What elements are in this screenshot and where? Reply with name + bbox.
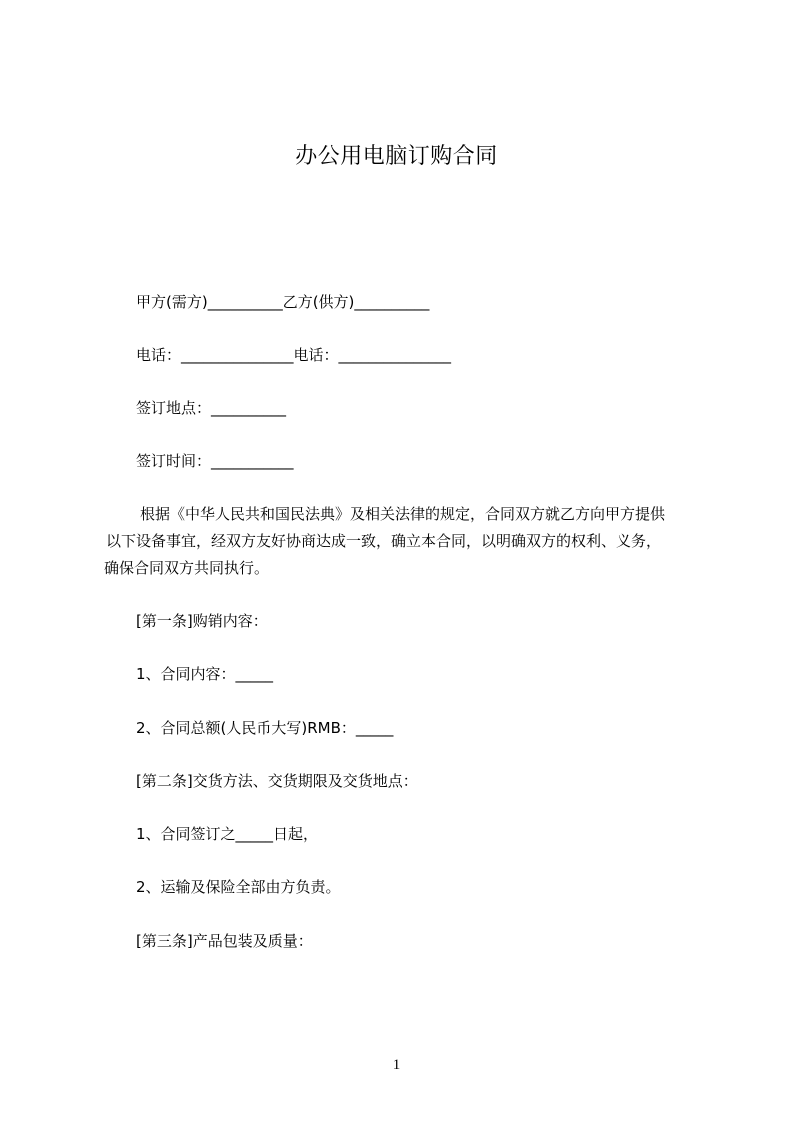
preamble-line-3: 确保合同双方共同执行。 — [104, 559, 270, 577]
document-title: 办公用电脑订购合同 — [295, 144, 498, 169]
phone-line: 电话：_______________电话：_______________ — [136, 346, 452, 364]
party-line: 甲方(需方)__________乙方(供方)__________ — [136, 293, 430, 311]
preamble-paragraph — [104, 501, 726, 582]
article-1-item-2: 2、合同总额(人民币大写)RMB：_____ — [136, 719, 394, 737]
sign-place-line: 签订地点：__________ — [136, 399, 287, 417]
sign-time-line: 签订时间：___________ — [136, 452, 294, 470]
article-1-heading: [第一条]购销内容： — [136, 612, 268, 630]
article-1-item-1: 1、合同内容：_____ — [136, 665, 274, 683]
article-2-item-2: 2、运输及保险全部由方负责。 — [136, 878, 341, 896]
page-number: 1 — [392, 1057, 401, 1073]
article-2-item-1: 1、合同签订之_____日起， — [136, 825, 319, 843]
preamble-line-2: 以下设备事宜，经双方友好协商达成一致，确立本合同，以明确双方的权利、义务， — [106, 532, 662, 550]
article-3-heading: [第三条]产品包装及质量： — [136, 932, 313, 950]
article-2-heading: [第二条]交货方法、交货期限及交货地点： — [136, 772, 418, 790]
preamble-line-1: 根据《中华人民共和国民法典》及相关法律的规定，合同双方就乙方向甲方提供 — [140, 505, 666, 523]
